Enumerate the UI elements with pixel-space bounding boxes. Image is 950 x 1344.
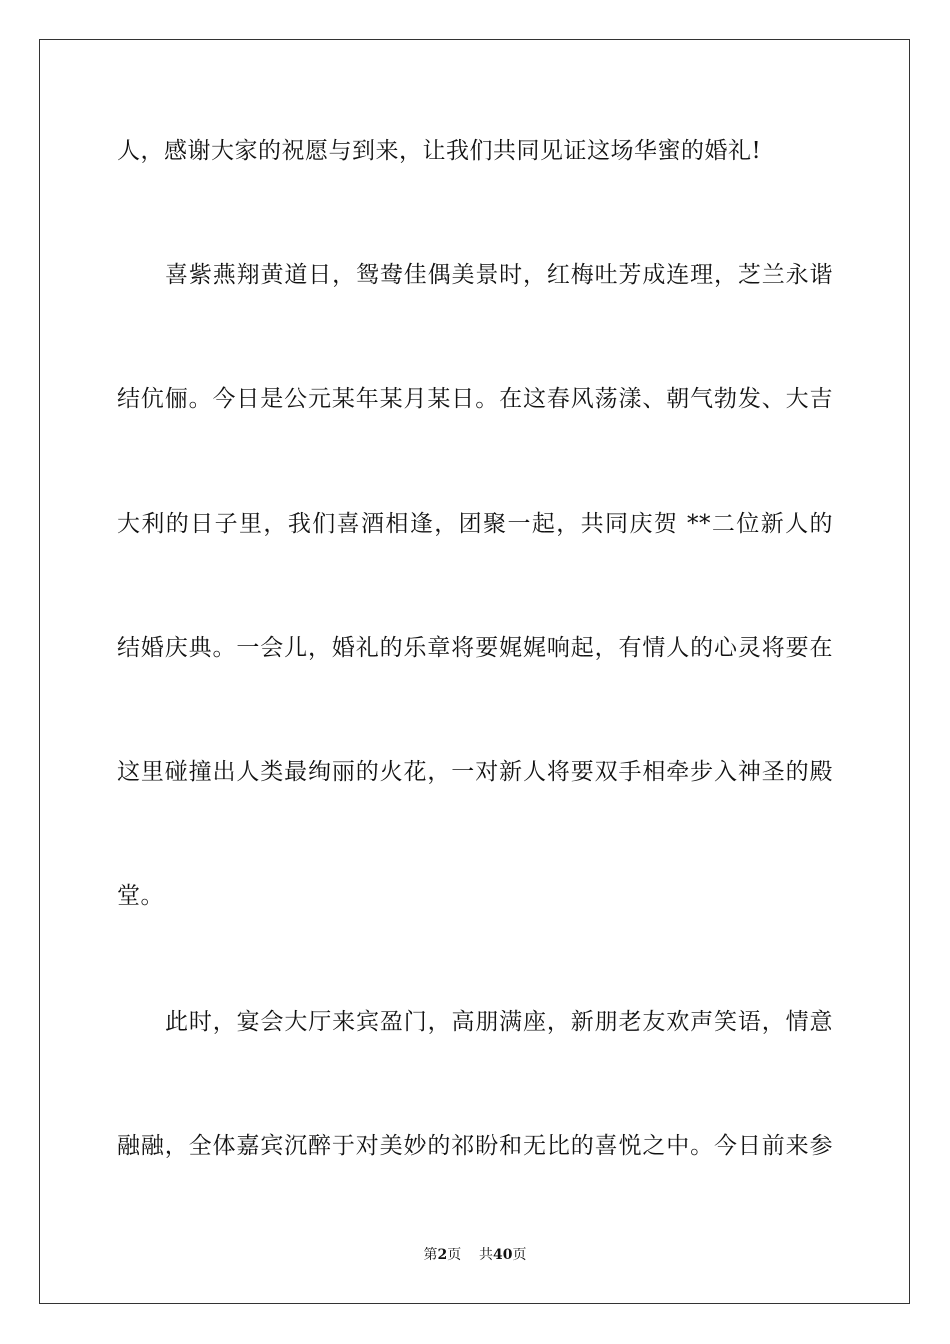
footer-total-pages: 40 bbox=[493, 1247, 513, 1263]
footer-total-prefix: 共 bbox=[479, 1247, 494, 1263]
text-line-9: 融融，全体嘉宾沉醉于对美妙的祁盼和无比的喜悦之中。今日前来参 bbox=[117, 1133, 833, 1159]
text-line-3: 结伉俪。今日是公元某年某月某日。在这春风荡漾、朝气勃发、大吉 bbox=[117, 386, 833, 412]
text-line-8-paragraph-start: 此时，宴会大厅来宾盈门，高朋满座，新朋老友欢声笑语，情意 bbox=[165, 1009, 833, 1035]
footer-total-unit: 页 bbox=[512, 1247, 527, 1263]
footer-page-unit: 页 bbox=[447, 1247, 462, 1263]
page-border bbox=[39, 39, 910, 1304]
footer-page-prefix: 第 bbox=[423, 1247, 438, 1263]
text-line-6: 这里碰撞出人类最绚丽的火花，一对新人将要双手相牵步入神圣的殿 bbox=[117, 759, 833, 785]
text-line-7: 堂。 bbox=[117, 883, 164, 909]
text-line-5: 结婚庆典。一会儿，婚礼的乐章将要娓娓响起，有情人的心灵将要在 bbox=[117, 635, 833, 661]
text-line-4: 大利的日子里，我们喜酒相逢，团聚一起，共同庆贺 **二位新人的 bbox=[117, 511, 833, 537]
text-line-1: 人，感谢大家的祝愿与到来，让我们共同见证这场华蜜的婚礼! bbox=[117, 138, 762, 164]
page-footer bbox=[0, 1246, 950, 1264]
text-line-2-paragraph-start: 喜紫燕翔黄道日，鸳鸯佳偶美景时，红梅吐芳成连理，芝兰永谐 bbox=[165, 262, 833, 288]
footer-page-number: 2 bbox=[437, 1247, 448, 1263]
